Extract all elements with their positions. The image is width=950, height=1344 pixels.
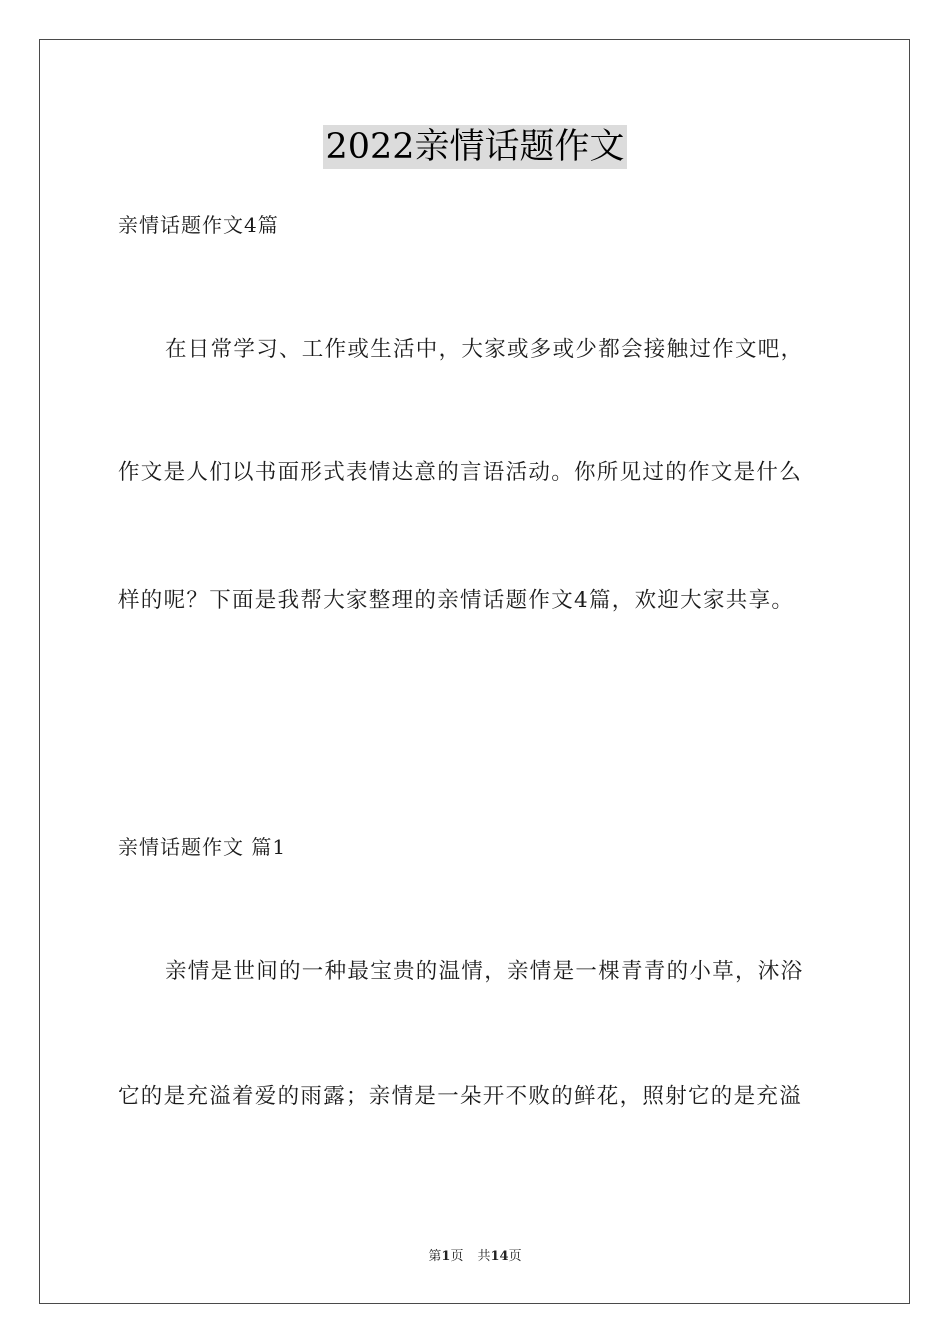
footer-total-prefix: 共 xyxy=(477,1249,491,1264)
intro-line-2: 作文是人们以书面形式表情达意的言语活动。你所见过的作文是什么 xyxy=(118,460,803,485)
document-subtitle: 亲情话题作文4篇 xyxy=(118,213,279,237)
section-heading: 亲情话题作文 篇1 xyxy=(118,835,287,859)
intro-line-1: 在日常学习、工作或生活中，大家或多或少都会接触过作文吧， xyxy=(165,337,804,362)
footer-total-suffix: 页 xyxy=(508,1249,522,1264)
title-container xyxy=(0,125,950,169)
footer-total-pages: 14 xyxy=(490,1249,509,1264)
section-line-2: 它的是充溢着爱的雨露；亲情是一朵开不败的鲜花，照射它的是充溢 xyxy=(118,1084,803,1109)
section-line-1: 亲情是世间的一种最宝贵的温情，亲情是一棵青青的小草，沐浴 xyxy=(165,959,804,984)
page-footer xyxy=(0,1248,950,1266)
intro-line-3: 样的呢？下面是我帮大家整理的亲情话题作文4篇，欢迎大家共享。 xyxy=(118,588,795,613)
footer-page-number: 1 xyxy=(441,1249,451,1264)
footer-page-suffix: 页 xyxy=(450,1249,464,1264)
document-title: 2022亲情话题作文 xyxy=(325,127,625,167)
footer-page-prefix: 第 xyxy=(428,1249,442,1264)
